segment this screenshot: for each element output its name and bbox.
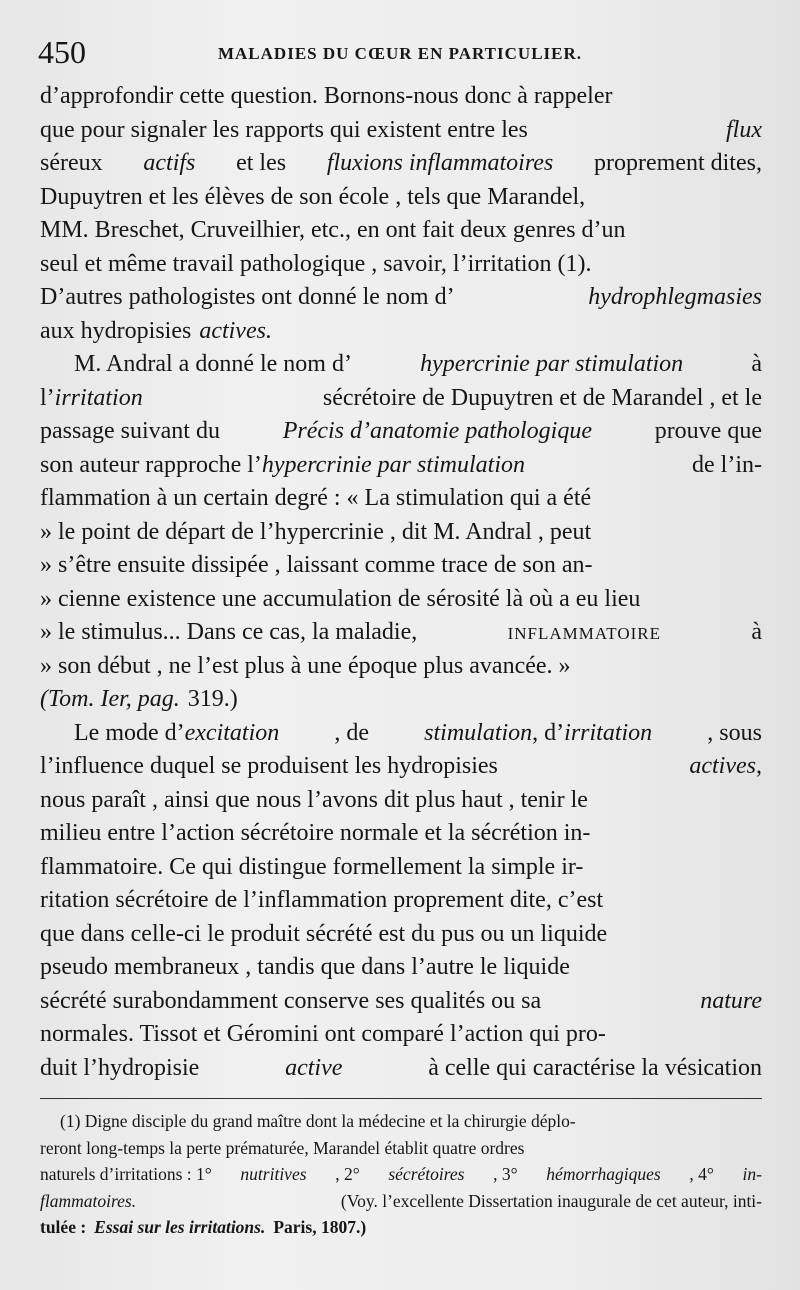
text-line: sécrété surabondamment conserve ses qualités ou sa nature [40,987,762,1014]
text-line: milieu entre l’action sécrétoire normale et la sécrétion in- [40,820,591,846]
footnote-line: tulée : Essai sur les irritations. Paris, 1807.) [40,1217,367,1237]
text-line: (Tom. Ier, pag. 319.) [40,686,238,712]
text-line: l’influence duquel se produisent les hydropisies actives, [40,753,762,779]
body-text [40,80,762,1085]
footnote-line: flammatoires. (Voy. l’excellente Dissertation inaugurale de cet auteur, inti- [40,1190,762,1211]
text-line: pseudo membraneux , tandis que dans l’autre le liquide [40,954,570,980]
text-line: ritation sécrétoire de l’inflammation proprement dite, c’est [40,887,604,913]
text-line: son auteur rapproche l’hypercrinie par stimulation de l’in- [40,451,762,478]
text-line: que dans celle-ci le produit sécrété est du pus ou un liquide [40,920,608,947]
text-line: » son début , ne l’est plus à une époque plus avancée. » [40,652,571,679]
text-line: » le point de départ de l’hypercrinie , dit M. Andral , peut [40,518,592,545]
text-line: D’autres pathologistes ont donné le nom d’ hydrophlegmasies [40,284,762,310]
footnote-line: (1) Digne disciple du grand maître dont la médecine et la chirurgie déplo- [60,1111,576,1131]
text-line: aux hydropisies actives. [40,317,272,344]
text-line: seul et même travail pathologique , savoir, l’irritation (1). [40,250,592,277]
footnote-rule [40,1098,762,1099]
text-line: » s’être ensuite dissipée , laissant comme trace de son an- [40,552,593,578]
footnote-line: reront long-temps la perte prématurée, Marandel établit quatre ordres [40,1137,525,1158]
text-line: séreux actifs et les fluxions inflammatoires proprement dites, [40,150,762,176]
text-line: passage suivant du Précis d’anatomie pathologique prouve que [40,418,762,444]
footnote-line: naturels d’irritations : 1° nutritives , 2° sécrétoires , 3° hémorrhagiques , 4° in- [40,1164,762,1184]
text-line: Dupuytren et les élèves de son école , tels que Marandel, [40,183,586,210]
text-line: MM. Breschet, Cruveilhier, etc., en ont fait deux genres d’un [40,217,626,243]
page-header [38,34,762,74]
text-line: flammatoire. Ce qui distingue formellement la simple ir- [40,853,584,880]
text-line: flammation à un certain degré : « La stimulation qui a été [40,485,592,511]
text-line: » le stimulus... Dans ce cas, la maladie, inflammatoire à [40,619,762,645]
text-line: que pour signaler les rapports qui existent entre les flux [40,116,762,143]
footnote [40,1108,762,1241]
text-line: M. Andral a donné le nom d’ hypercrinie par stimulation à [74,351,762,377]
page-number: 450 [38,34,86,70]
text-line: Le mode d’excitation , de stimulation, d’irritation , sous [74,719,762,746]
text-line: d’approfondir cette question. Bornons-nous donc à rappeler [40,83,613,109]
text-line: » cienne existence une accumulation de sérosité là où a eu lieu [40,585,641,612]
text-line: nous paraît , ainsi que nous l’avons dit plus haut , tenir le [40,786,588,813]
text-line: l’irritation sécrétoire de Dupuytren et de Marandel , et le [40,384,762,411]
text-line: normales. Tissot et Géromini ont comparé l’action qui pro- [40,1021,606,1047]
running-title: MALADIES DU CŒUR EN PARTICULIER. [217,44,583,63]
text-line: duit l’hydropisie active à celle qui caractérise la vésication [40,1054,762,1081]
